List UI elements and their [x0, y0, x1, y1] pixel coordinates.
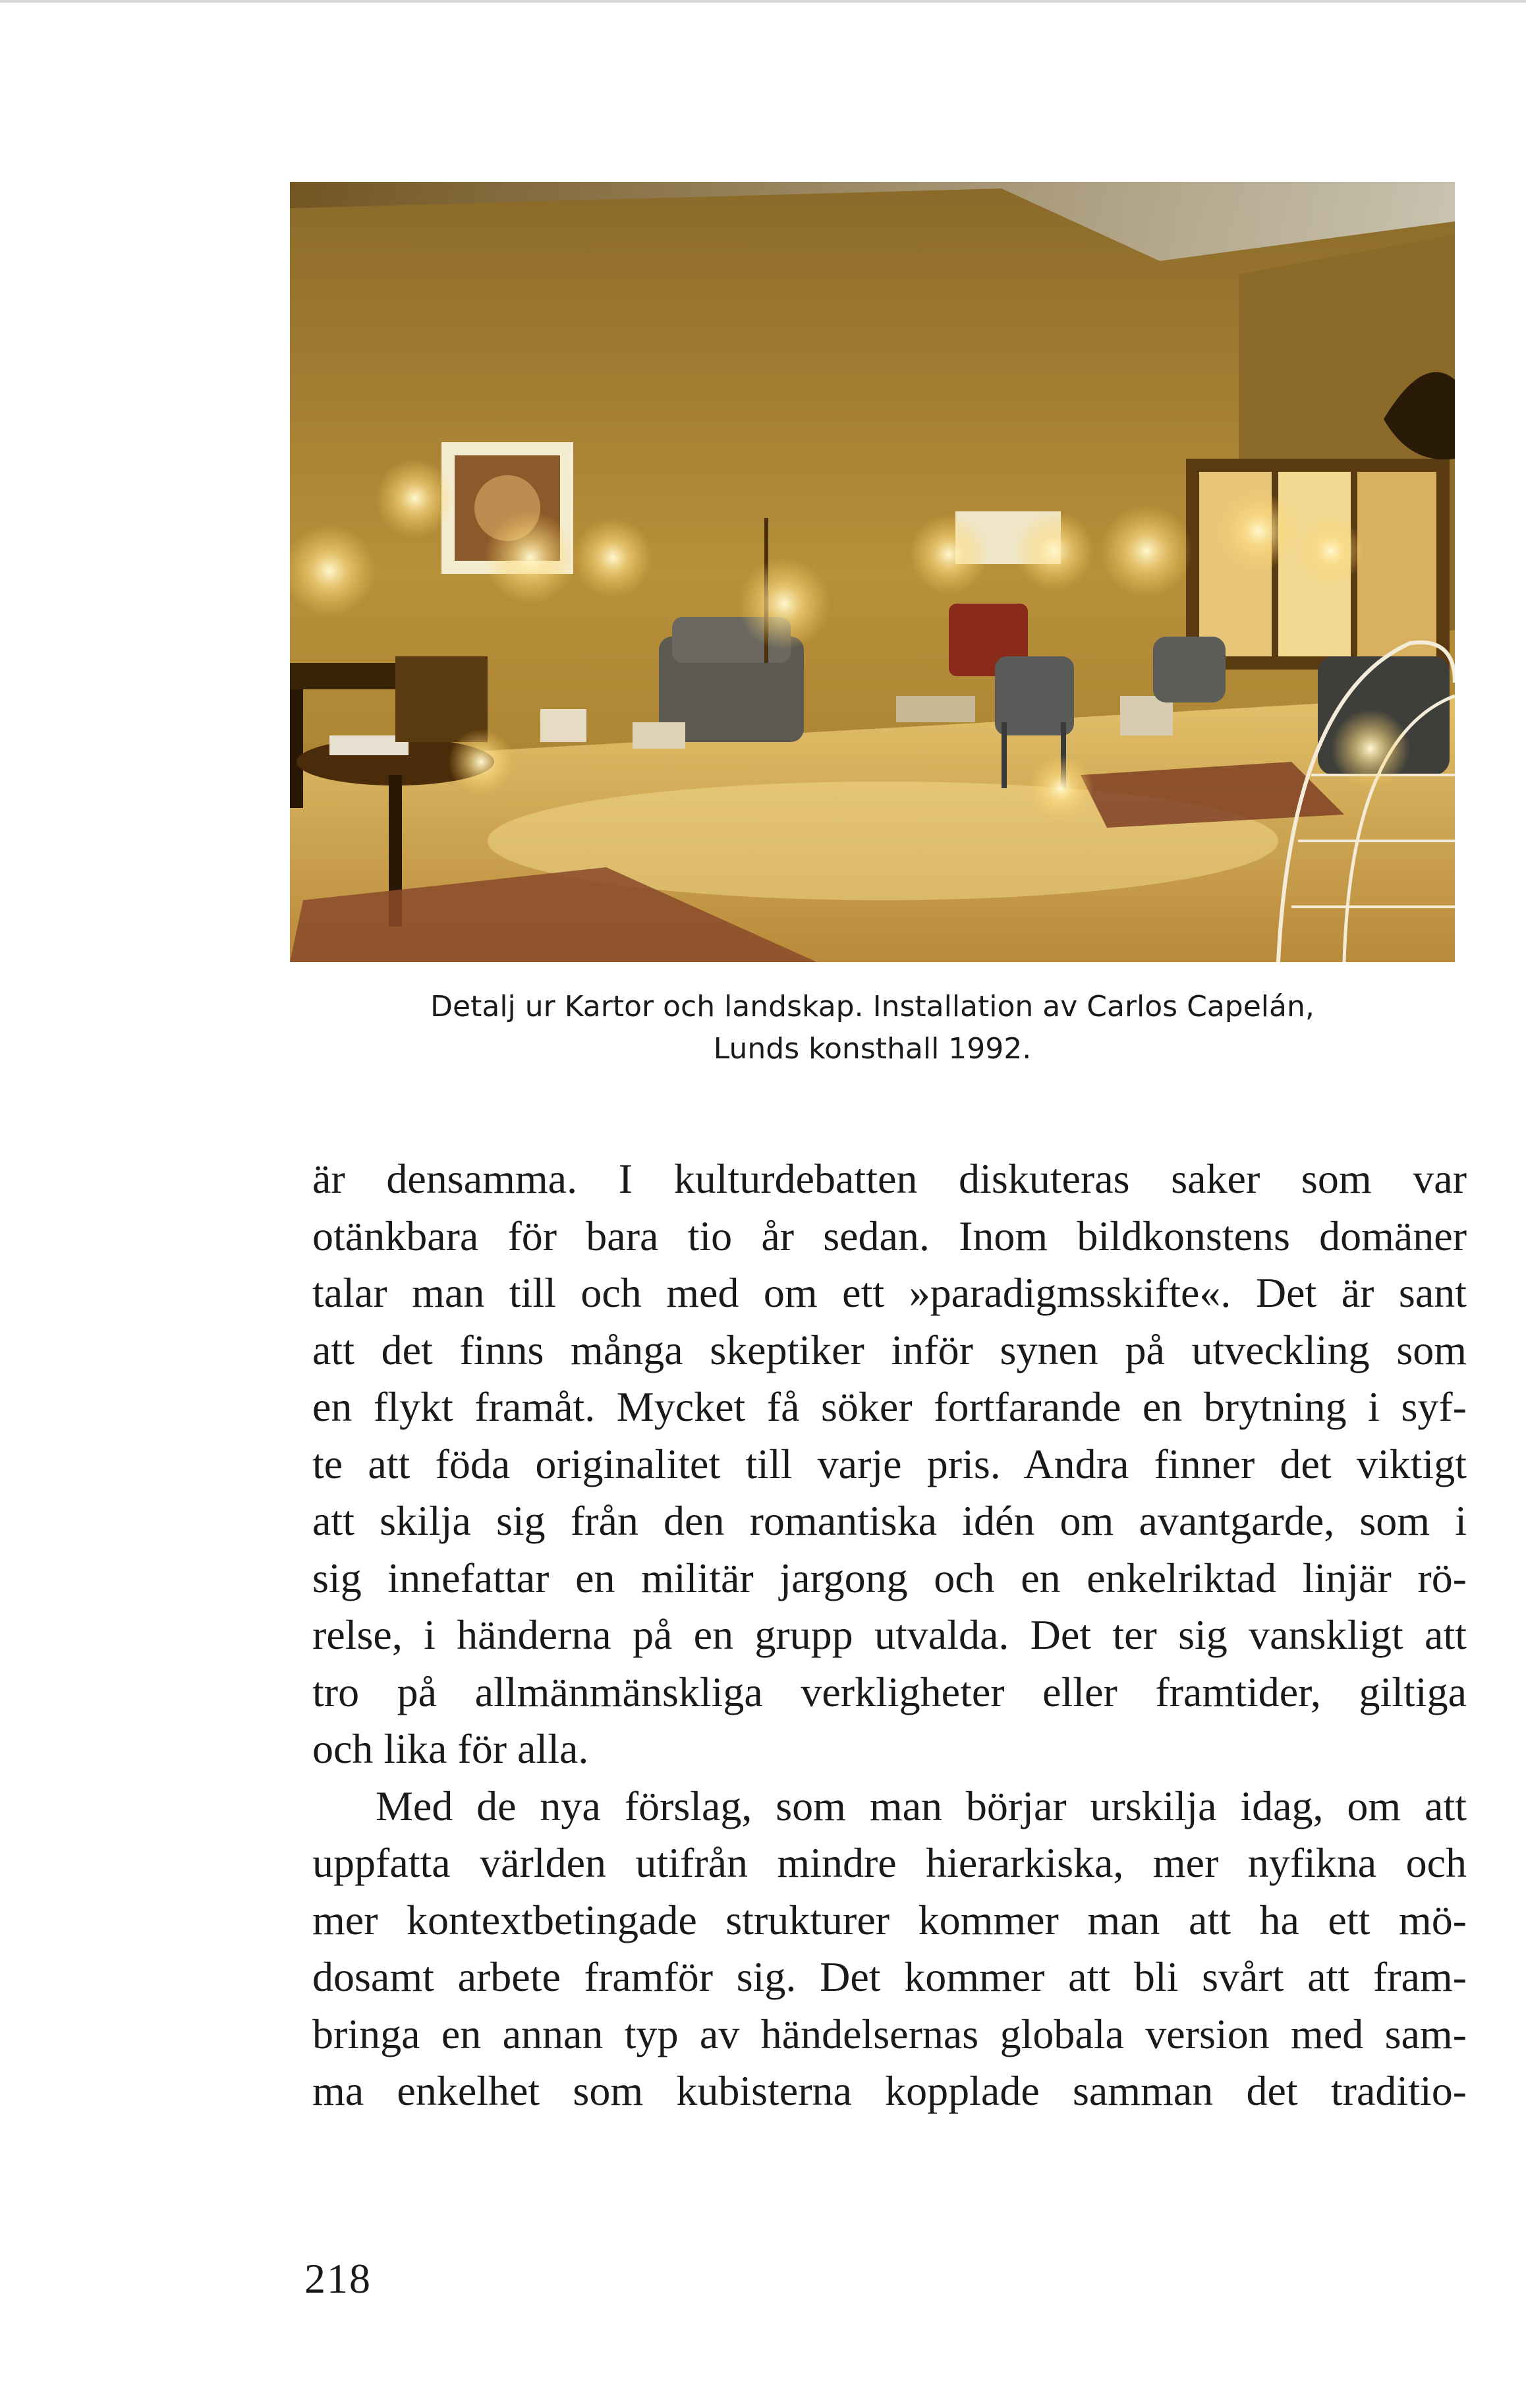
- paragraph-2: [312, 1778, 1467, 2120]
- text-line: att skilja sig från den romantiska idén om avantgarde, som i: [312, 1497, 1467, 1544]
- caption-line: Detalj ur Kartor och landskap. Installation av Carlos Capelán,: [430, 990, 1314, 1023]
- text-line: tro på allmänmänskliga verkligheter eller framtider, giltiga: [312, 1668, 1467, 1715]
- text-line: Med de nya förslag, som man börjar urskilja idag, om att: [376, 1782, 1467, 1829]
- caption-line: Lunds konsthall 1992.: [713, 1032, 1032, 1066]
- body-text: [312, 1151, 1467, 2120]
- text-line: uppfatta världen utifrån mindre hierarkiska, mer nyfikna och: [312, 1839, 1467, 1886]
- text-line: och lika för alla.: [312, 1725, 589, 1772]
- text-line: te att föda originalitet till varje pris. Andra finner det viktigt: [312, 1440, 1467, 1487]
- installation-photo: [290, 182, 1455, 962]
- text-line: att det finns många skeptiker inför synen på utveckling som: [312, 1326, 1467, 1373]
- text-line: en flykt framåt. Mycket få söker fortfarande en brytning i syf-: [312, 1383, 1467, 1430]
- text-line: otänkbara för bara tio år sedan. Inom bildkonstens domäner: [312, 1212, 1467, 1259]
- text-line: relse, i händerna på en grupp utvalda. Det ter sig vanskligt att: [312, 1611, 1467, 1658]
- text-line: är densamma. I kulturdebatten diskuteras saker som var: [312, 1155, 1467, 1202]
- text-line: dosamt arbete framför sig. Det kommer att bli svårt att fram-: [312, 1953, 1467, 2000]
- figure-caption: [290, 986, 1455, 1070]
- text-line: mer kontextbetingade strukturer kommer man att ha ett mö-: [312, 1896, 1467, 1943]
- text-line: sig innefattar en militär jargong och en enkelriktad linjär rö-: [312, 1554, 1467, 1601]
- paragraph-1: [312, 1151, 1467, 1778]
- text-line: bringa en annan typ av händelsernas globala version med sam-: [312, 2010, 1467, 2057]
- text-line: talar man till och med om ett »paradigmsskifte«. Det är sant: [312, 1269, 1467, 1316]
- page-number: 218: [304, 2255, 372, 2302]
- scan-edge: [0, 0, 1526, 3]
- text-line: ma enkelhet som kubisterna kopplade samman det traditio-: [312, 2067, 1467, 2114]
